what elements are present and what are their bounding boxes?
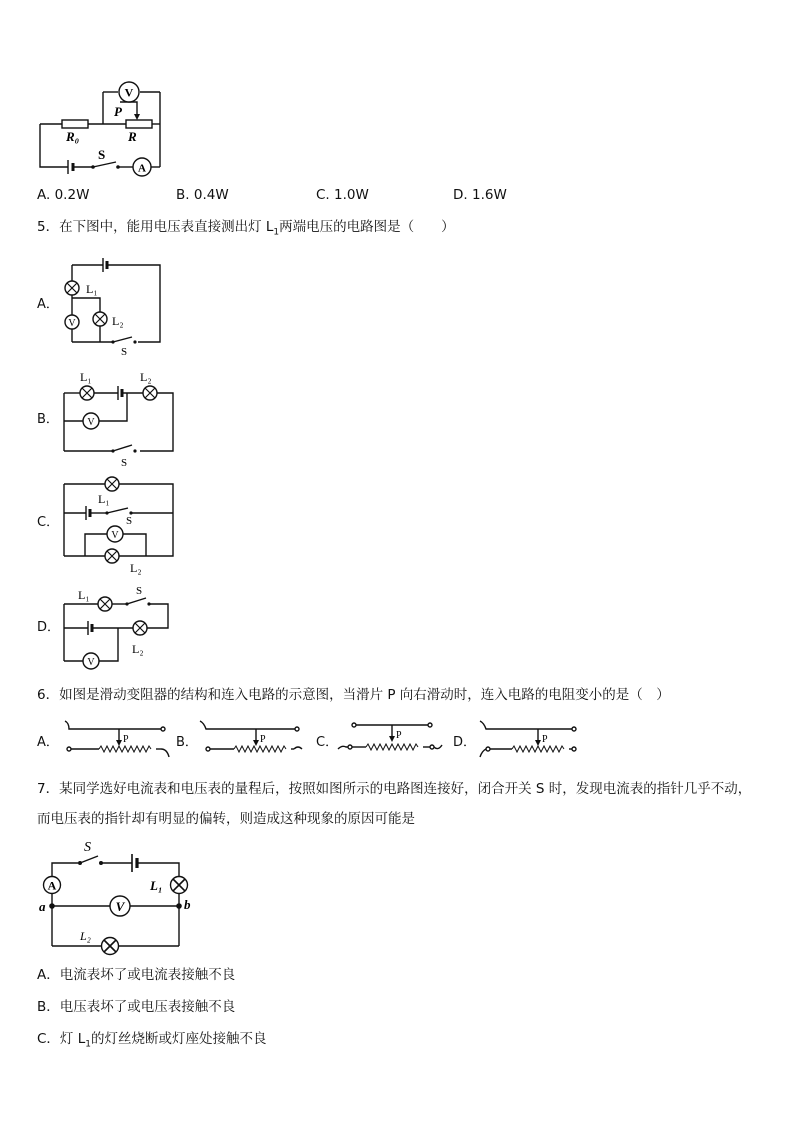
svg-text:L₂: L₂ — [132, 642, 144, 656]
svg-text:S: S — [121, 346, 128, 358]
q4-resistor-r0 — [62, 120, 88, 128]
q5-option-a-label: A． — [37, 297, 59, 312]
q5-option-b-circuit — [60, 365, 180, 470]
q5-option-b-label: B． — [37, 412, 59, 427]
q4-a-label: A — [138, 162, 146, 175]
svg-text:V: V — [87, 657, 95, 668]
q5-option-d-circuit — [60, 582, 180, 672]
q7-node-b: b — [184, 897, 191, 912]
q6-option-b-label: B． — [176, 735, 198, 750]
svg-text:L₁: L₁ — [98, 492, 110, 506]
q4-v-label: V — [124, 85, 134, 100]
svg-text:L₁: L₁ — [86, 282, 98, 296]
q7-voltmeter-label: V — [115, 899, 125, 914]
q7-stem-line2: 而电压表的指针却有明显的偏转，则造成这种现象的原因可能是 — [37, 811, 415, 827]
svg-text:P: P — [396, 730, 402, 741]
q6-stem: 6．如图是滑动变阻器的结构和连入电路的示意图，当滑片 P 向右滑动时，连入电路的电阻变小的是（ ） — [37, 687, 670, 703]
q5-option-c-circuit — [60, 472, 180, 577]
q7-stem-line1: 7．某同学选好电流表和电压表的量程后，按照如图所示的电路图连接好，闭合开关 S 时，发现电流表的指针几乎不动， — [37, 781, 752, 797]
svg-text:L₂: L₂ — [112, 314, 124, 328]
svg-text:L₂: L₂ — [140, 370, 152, 384]
q4-s-label: S — [98, 147, 106, 162]
svg-text:L₂: L₂ — [130, 561, 142, 575]
svg-text:V: V — [87, 417, 95, 428]
q5-option-c-label: C． — [37, 515, 60, 530]
q4-circuit-figure — [30, 72, 180, 182]
q6-option-c-label: C． — [316, 735, 339, 750]
svg-text:V: V — [68, 318, 76, 329]
q6-option-a-label: A． — [37, 735, 59, 750]
q7-ammeter-label: A — [47, 878, 57, 893]
q7-node-a: a — [39, 899, 46, 914]
q4-option-a: A. 0.2W — [37, 187, 90, 203]
svg-text:V: V — [111, 530, 119, 541]
svg-text:P: P — [260, 734, 266, 745]
svg-text:L₁: L₁ — [78, 588, 90, 602]
q7-circuit-figure — [36, 836, 196, 956]
q4-option-c: C. 1.0W — [316, 187, 369, 203]
svg-text:L₁: L₁ — [80, 370, 92, 384]
q5-option-a-circuit — [60, 255, 170, 360]
q6-option-a-rheostat — [63, 717, 173, 763]
q5-option-d-label: D． — [37, 620, 61, 635]
q5-stem: 5．在下图中，能用电压表直接测出灯 $L_1$两端电压的电路图是（ ） — [37, 219, 455, 238]
q7-switch-label: S — [84, 840, 91, 855]
q6-option-d-rheostat — [476, 717, 586, 763]
svg-text:S: S — [121, 457, 128, 469]
svg-text:S: S — [136, 585, 143, 597]
q7-l2-label: L₂ — [80, 929, 91, 943]
q4-r-label: R — [128, 129, 137, 144]
q7-option-b: B．电压表坏了或电压表接触不良 — [37, 999, 236, 1015]
q7-option-c: C．灯 $L_1$的灯丝烧断或灯座处接触不良 — [37, 1031, 267, 1050]
svg-text:P: P — [542, 734, 548, 745]
q4-r0-label: R₀ — [66, 129, 80, 144]
q4-resistor-r — [126, 120, 152, 128]
svg-text:P: P — [123, 734, 129, 745]
q6-option-b-rheostat — [198, 717, 308, 763]
q6-option-c-rheostat — [336, 717, 446, 763]
q4-option-b: B. 0.4W — [176, 187, 229, 203]
q7-l1-label: L₁ — [150, 878, 163, 893]
q6-option-d-label: D． — [453, 735, 477, 750]
q4-option-d: D. 1.6W — [453, 187, 507, 203]
q7-option-a: A．电流表坏了或电流表接触不良 — [37, 967, 236, 983]
q4-p-label: P — [114, 104, 122, 119]
svg-text:S: S — [126, 515, 133, 527]
